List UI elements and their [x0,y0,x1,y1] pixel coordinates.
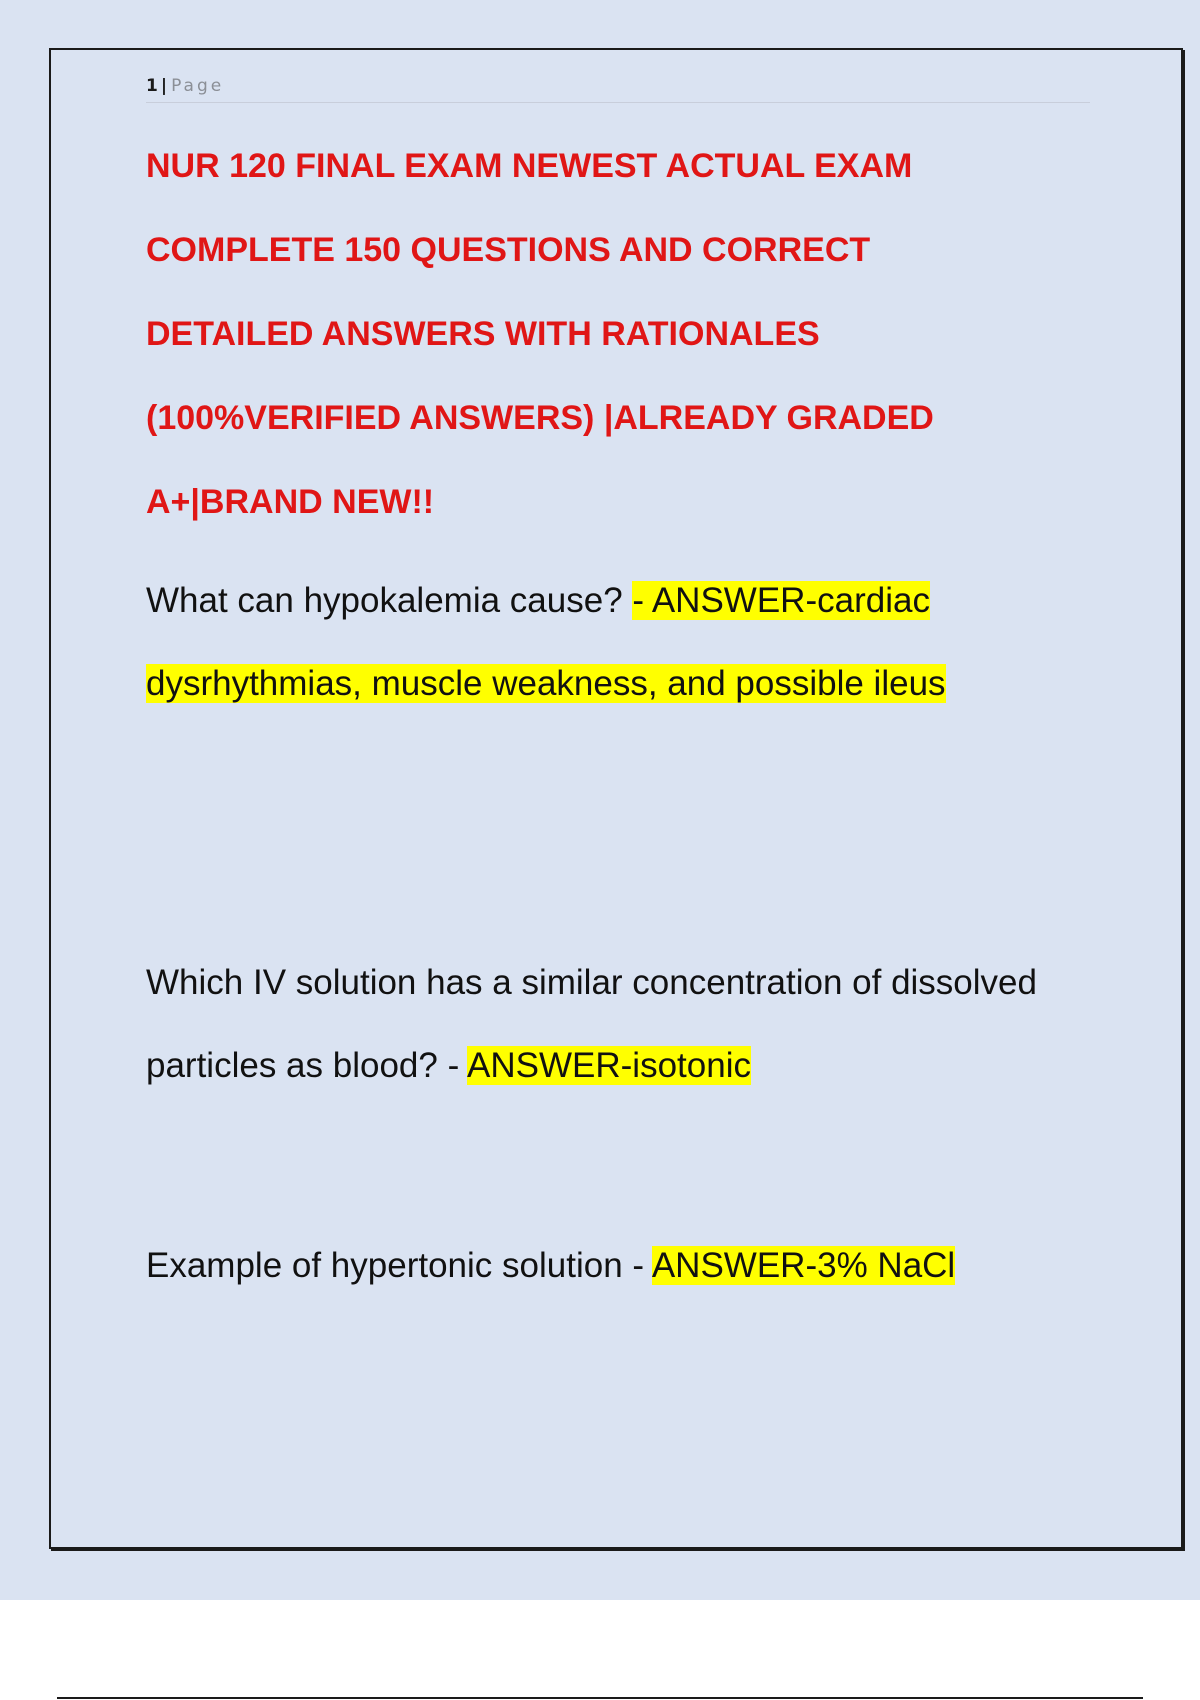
document-title [146,124,1106,544]
page-label: Page [171,76,225,96]
title-line: COMPLETE 150 QUESTIONS AND CORRECT [146,231,871,269]
question-text: Example of hypertonic solution - [146,1246,652,1285]
answer-highlight: dysrhythmias, muscle weakness, and possible ileus [146,664,946,703]
title-line: (100%VERIFIED ANSWERS) |ALREADY GRADED [146,399,934,437]
answer-highlight: ANSWER-isotonic [467,1046,751,1085]
answer-highlight: ANSWER-3% NaCl [651,1246,956,1285]
title-line: DETAILED ANSWERS WITH RATIONALES [146,315,820,353]
page-header [146,72,1090,103]
title-line: NUR 120 FINAL EXAM NEWEST ACTUAL EXAM [146,147,913,185]
header-separator: | [160,76,168,96]
bottom-rule [57,1697,1143,1699]
question-text: What can hypokalemia cause? [146,581,633,620]
page-number: 1 [146,76,158,96]
answer-highlight: - ANSWER-cardiac [632,581,930,620]
question-item [146,559,1106,725]
question-item [146,1224,1106,1307]
question-item [146,941,1106,1107]
question-text: Which IV solution has a similar concentration of dissolved [146,963,1037,1002]
title-line: A+|BRAND NEW!! [146,483,435,521]
question-text: particles as blood? - [146,1046,468,1085]
